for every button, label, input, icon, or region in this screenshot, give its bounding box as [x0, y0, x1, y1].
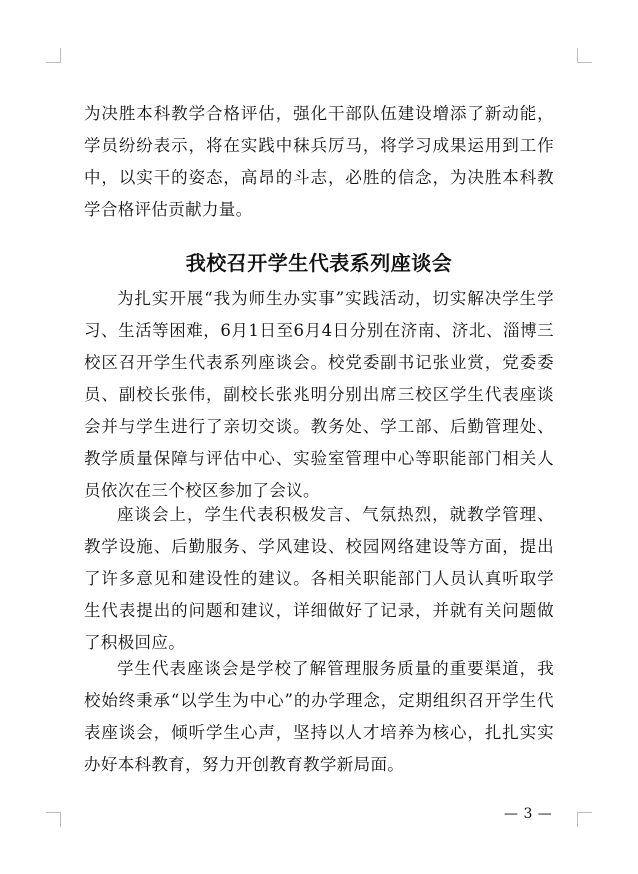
body-paragraph-2: 座谈会上，学生代表积极发言、气氛热烈，就教学管理、教学设施、后勤服务、学风建设、校园网络建设等方面，提出了许多意见和建设性的建议。各相关职能部门人员认真听取学生代表提出的问题和建议，详细做好了记录，并就有关问题做了积极回应。	[84, 505, 554, 652]
crop-mark-top-right	[577, 48, 592, 63]
article-title: 我校召开学生代表系列座谈会	[185, 251, 453, 275]
intro-paragraph: 为决胜本科教学合格评估，强化干部队伍建设增添了新动能，学员纷纷表示，将在实践中秣兵厉马，将学习成果运用到工作中，以实干的姿态，高昂的斗志，必胜的信念，为决胜本科教学合格评估贡献力量。	[84, 104, 554, 219]
crop-mark-bottom-right	[577, 812, 592, 827]
page-number: — 3 —	[504, 806, 553, 822]
body-paragraph-1: 为扎实开展“我为师生办实事”实践活动，切实解决学生学习、生活等困难，6月1日至6月4日分别在济南、济北、淄博三校区召开学生代表系列座谈会。校党委副书记张业赏，党委委员、副校长张伟，副校长张兆明分别出席三校区学生代表座谈会并与学生进行了亲切交谈。教务处、学工部、后勤管理处、教学质量保障与评估中心、实验室管理中心等职能部门相关人员依次在三个校区参加了会议。	[84, 289, 554, 500]
body-paragraph-3: 学生代表座谈会是学校了解管理服务质量的重要渠道，我校始终秉承“以学生为中心”的办学理念，定期组织召开学生代表座谈会，倾听学生心声，坚持以人才培养为核心，扎扎实实办好本科教育，努力开创教育教学新局面。	[84, 659, 554, 774]
crop-mark-bottom-left	[46, 812, 61, 827]
crop-mark-top-left	[46, 48, 61, 63]
